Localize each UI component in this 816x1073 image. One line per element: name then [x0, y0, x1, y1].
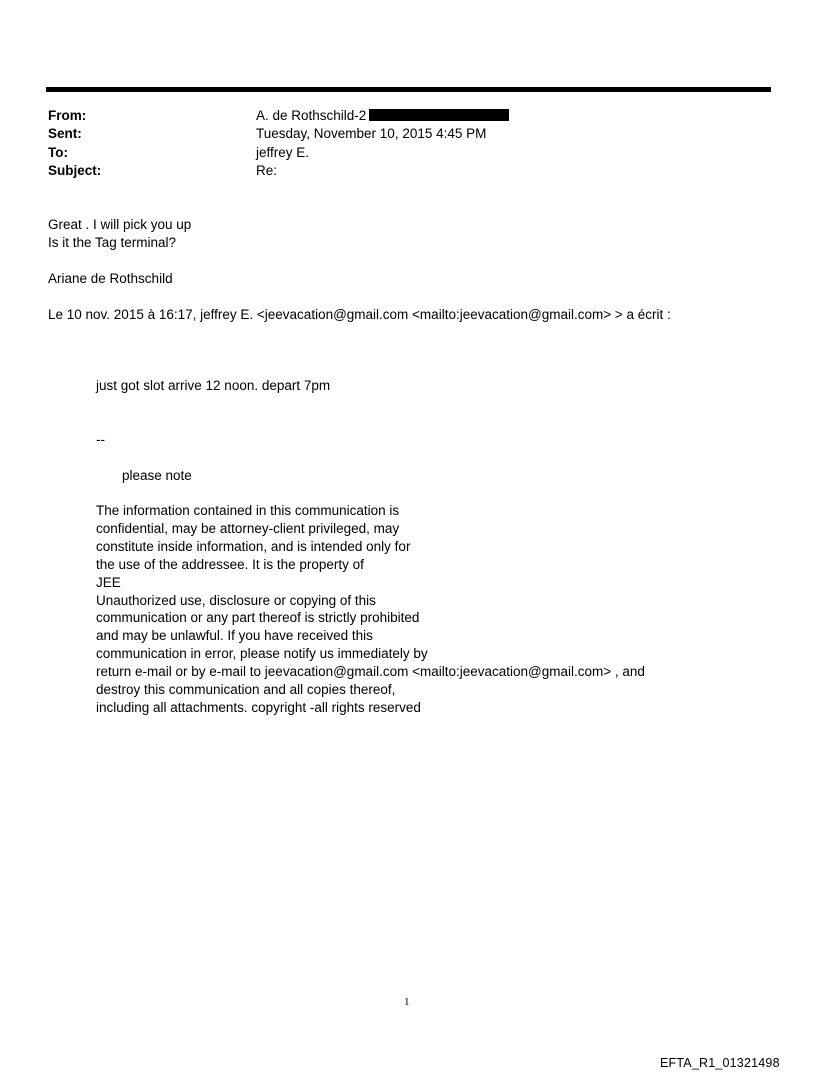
subject-label: Subject:	[48, 162, 102, 178]
disclaimer-line: communication or any part thereof is strictly prohibited	[96, 610, 420, 626]
disclaimer-line: including all attachments. copyright -all rights reserved	[96, 699, 421, 715]
header-divider	[46, 87, 771, 92]
disclaimer-line: and may be unlawful. If you have received this	[96, 628, 373, 644]
signature: Ariane de Rothschild	[48, 271, 173, 286]
sent-label: Sent:	[48, 126, 82, 142]
page-number: 1	[404, 996, 410, 1008]
subject-value: Re:	[256, 162, 278, 178]
disclaimer-line: Unauthorized use, disclosure or copying of this	[96, 592, 376, 608]
from-label: From:	[48, 108, 87, 123]
reply-line-1: Great . I will pick you up	[48, 217, 192, 232]
to-value: jeffrey E.	[256, 144, 310, 160]
subject-row	[48, 162, 748, 180]
to-label: To:	[48, 144, 68, 160]
please-note: please note	[122, 468, 192, 483]
disclaimer-line: The information contained in this communication is	[96, 503, 400, 518]
from-name: A. de Rothschild-2	[256, 108, 367, 123]
disclaimer-line: constitute inside information, and is intended only for	[96, 538, 411, 554]
quote-header: Le 10 nov. 2015 à 16:17, jeffrey E. <jeevacation@gmail.com <mailto:jeevacation@gmail.com> > a écrit :	[48, 307, 671, 322]
sent-value: Tuesday, November 10, 2015 4:45 PM	[256, 126, 487, 142]
disclaimer-line: confidential, may be attorney-client privileged, may	[96, 520, 400, 536]
disclaimer-line: destroy this communication and all copies thereof,	[96, 682, 396, 698]
signature-separator: --	[96, 432, 105, 447]
quoted-message: just got slot arrive 12 noon. depart 7pm	[96, 378, 331, 393]
from-value	[256, 107, 748, 125]
reply-line-2: Is it the Tag terminal?	[48, 235, 177, 250]
disclaimer-line: communication in error, please notify us immediately by	[96, 646, 428, 662]
disclaimer-line: return e-mail or by e-mail to jeevacation@gmail.com <mailto:jeevacation@gmail.com> , and	[96, 664, 645, 680]
disclaimer-line: the use of the addressee. It is the property of	[96, 556, 364, 572]
confidentiality-disclaimer	[96, 502, 645, 717]
from-row	[48, 107, 748, 125]
to-row	[48, 144, 748, 162]
redaction-bar	[369, 109, 509, 121]
email-header	[48, 107, 748, 180]
sent-row	[48, 125, 748, 143]
disclaimer-line: JEE	[96, 574, 121, 590]
document-id: EFTA_R1_01321498	[660, 1056, 780, 1070]
